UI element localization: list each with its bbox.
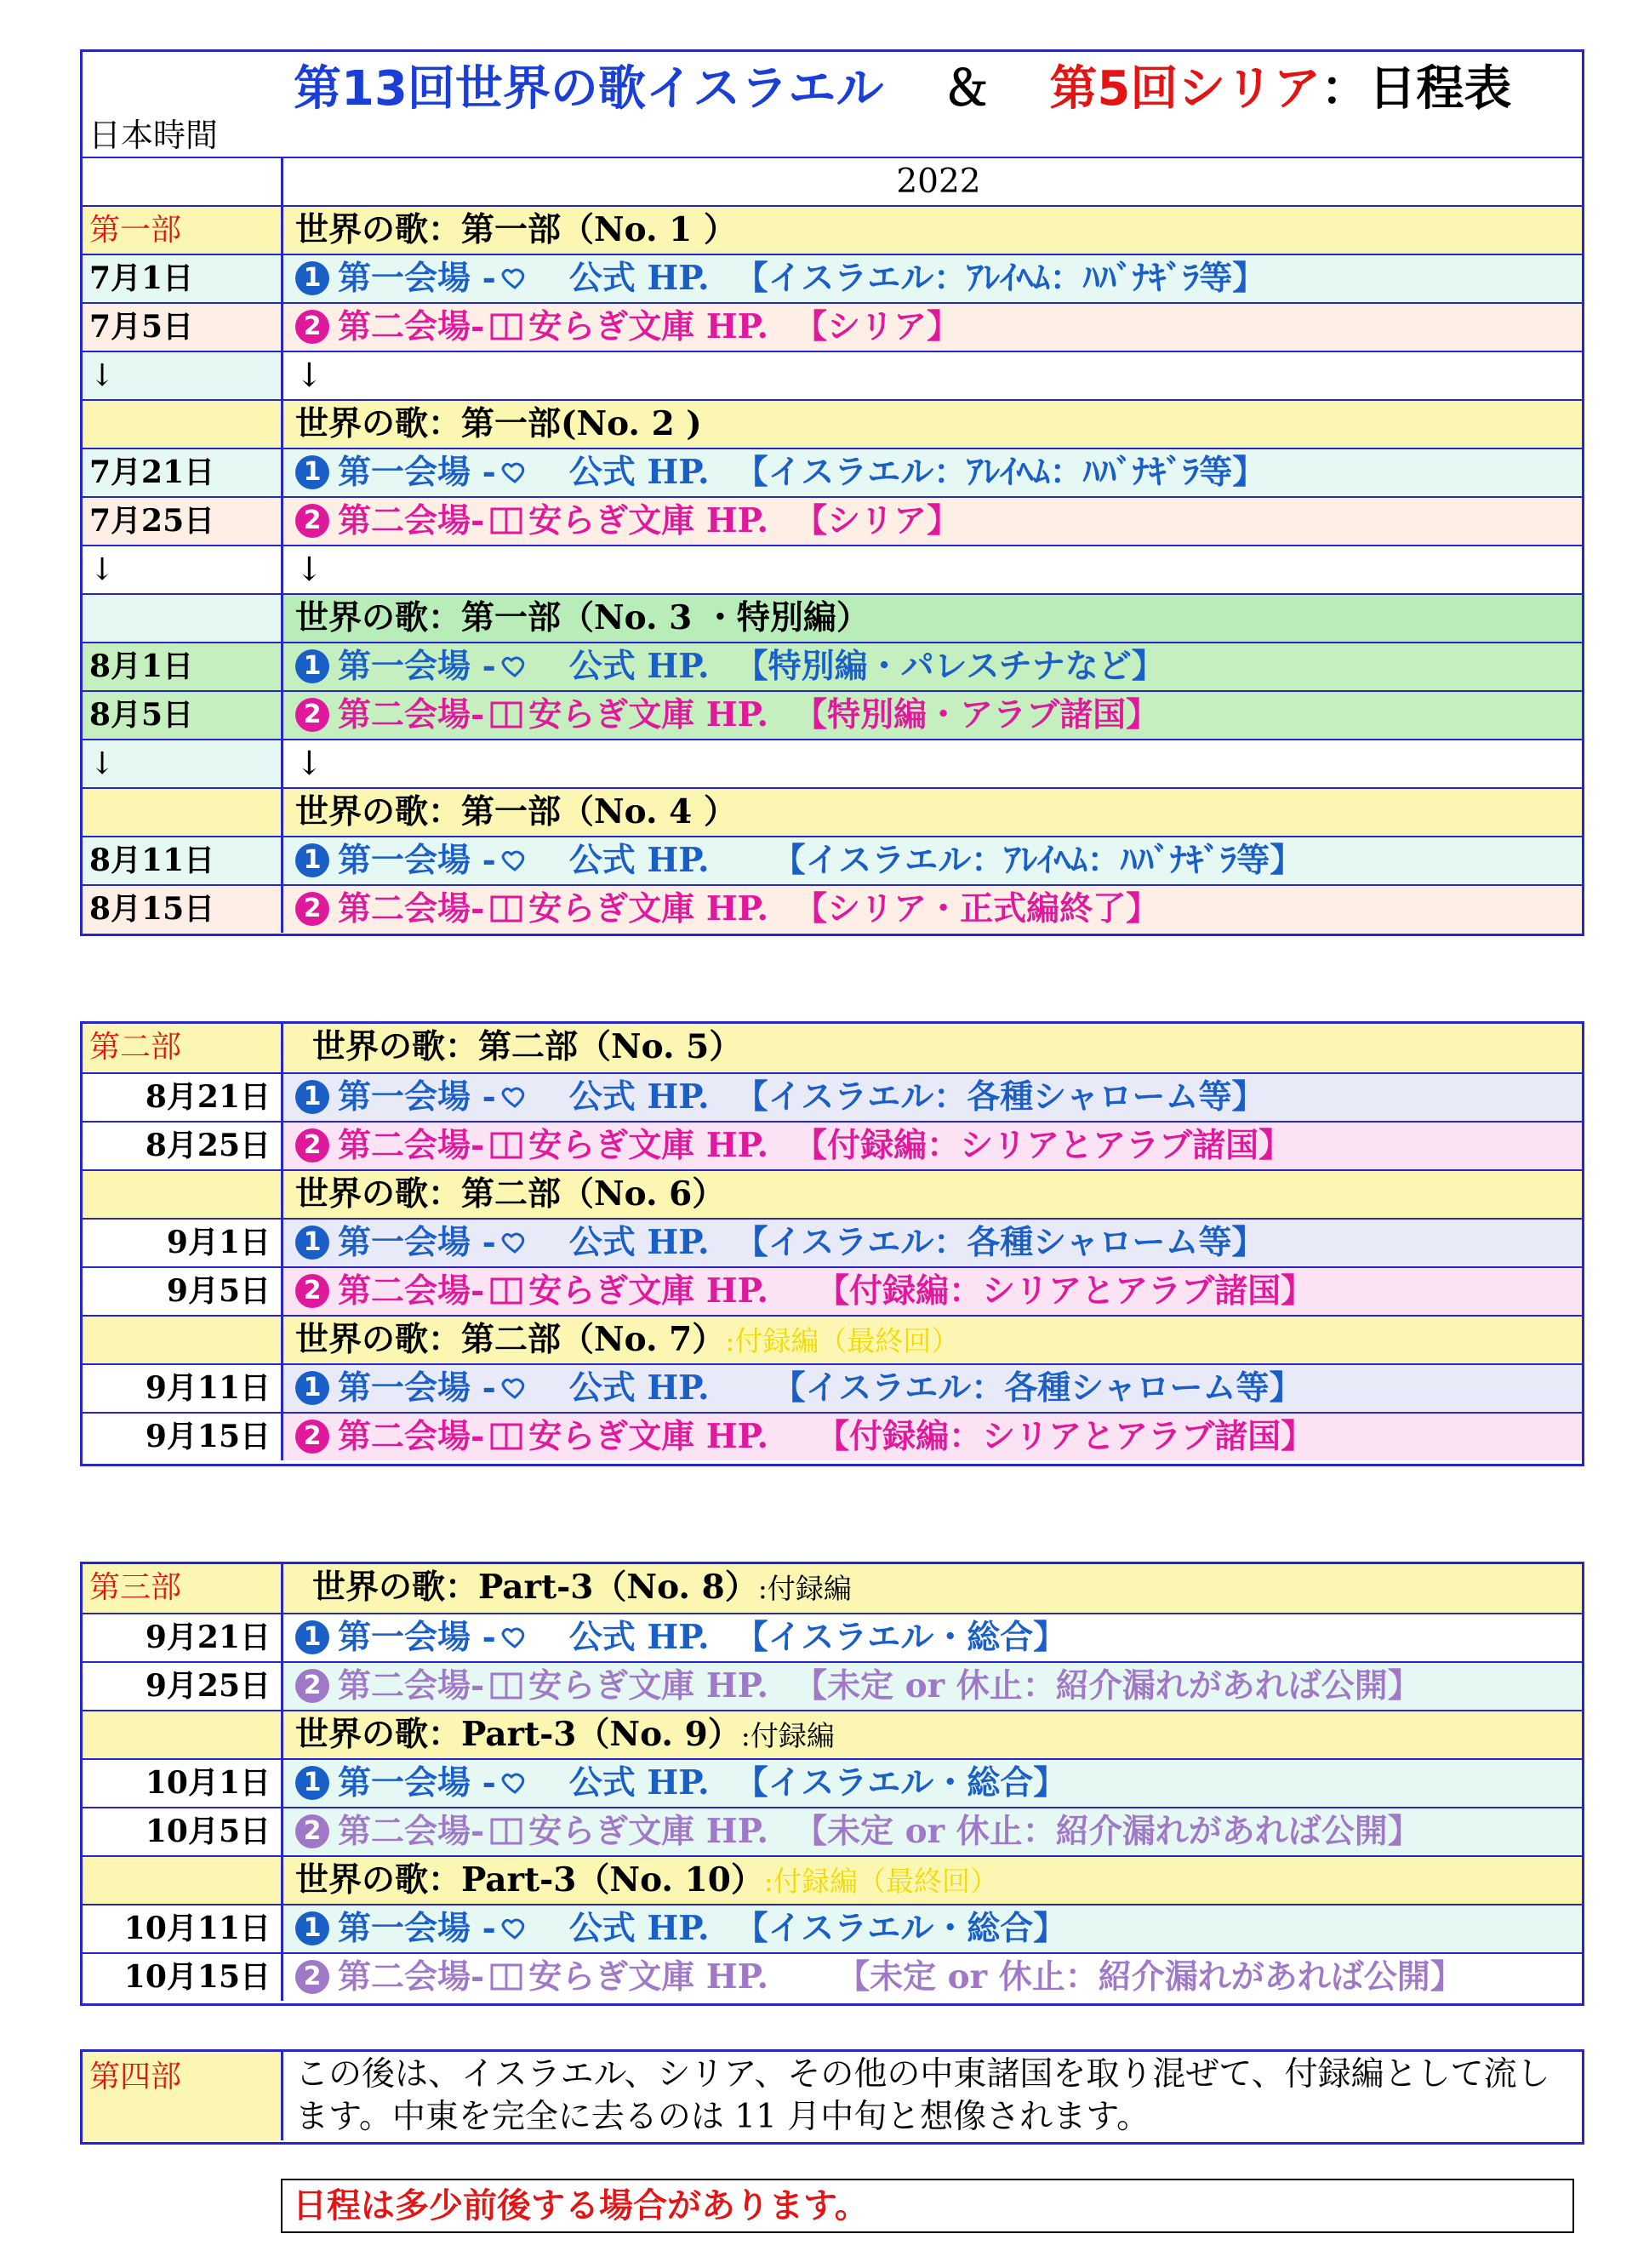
- schedule-row: [83, 1807, 1582, 1855]
- tag-label: 【付録編：シリアとアラブ諸国】: [794, 1126, 1293, 1165]
- blank-cell: [83, 595, 283, 642]
- title-israel: 第13回世界の歌イスラエル: [294, 61, 884, 117]
- tag-label: 【付録編：シリアとアラブ諸国】: [816, 1271, 1315, 1311]
- date-cell: 8月5日: [83, 692, 283, 739]
- date-cell: 9月11日: [83, 1365, 283, 1412]
- date-cell: 7月5日: [83, 304, 283, 351]
- schedule-row: [83, 836, 1582, 884]
- dove-icon: [499, 1084, 530, 1110]
- schedule-row: [83, 1266, 1582, 1315]
- site-link[interactable]: 公式 HP.: [568, 1077, 710, 1117]
- tag-label: 【特別編・アラブ諸国】: [794, 695, 1160, 734]
- site-link[interactable]: 公式 HP.: [568, 1909, 710, 1948]
- dove-icon: [499, 460, 530, 485]
- arrow-cell: ↓: [83, 546, 283, 593]
- blank-cell: [83, 1171, 283, 1218]
- blank-cell: [83, 1317, 283, 1363]
- venue-cell: [283, 643, 1582, 690]
- schedule-row: [83, 1904, 1582, 1952]
- book-icon: [489, 1817, 523, 1846]
- site-link[interactable]: 安らぎ文庫 HP.: [528, 1957, 769, 1997]
- blank-cell: [83, 1711, 283, 1758]
- venue-label: 第一会場 -: [338, 841, 496, 880]
- site-link[interactable]: 安らぎ文庫 HP.: [528, 1417, 769, 1456]
- episode-header: [283, 1857, 1582, 1904]
- schedule-row: [83, 254, 1582, 302]
- section-header-row: [83, 1710, 1582, 1758]
- date-cell: 9月21日: [83, 1614, 283, 1661]
- venue-label: 第一会場 -: [338, 259, 496, 298]
- venue-cell: [283, 1365, 1582, 1412]
- episode-header: [283, 1564, 1582, 1613]
- episode-header: 世界の歌：第二部（No. 6）: [283, 1171, 1582, 1218]
- circle-1-icon: 1: [295, 261, 329, 295]
- circle-1-icon: 1: [295, 843, 329, 877]
- tag-label: 【未定 or 休止：紹介漏れがあれば公開】: [794, 1666, 1421, 1705]
- date-cell: 8月21日: [83, 1074, 283, 1121]
- circle-1-icon: 1: [295, 1225, 329, 1260]
- section-header-row: [83, 399, 1582, 448]
- venue-label: 第二会場-: [338, 307, 485, 346]
- schedule-row: [83, 884, 1582, 933]
- part-label: 第一部: [83, 207, 283, 254]
- venue-cell: [283, 837, 1582, 884]
- venue-label: 第二会場-: [338, 695, 485, 734]
- title-ampersand: ＆: [942, 61, 990, 117]
- venue-cell: [283, 1760, 1582, 1807]
- venue-label: 第一会場 -: [338, 1223, 496, 1262]
- episode-header: 世界の歌：第一部（No. 3 ・特別編）: [283, 595, 1582, 642]
- arrow-row: [83, 739, 1582, 787]
- section-header-row: [83, 1024, 1582, 1072]
- book-icon: [489, 1131, 523, 1160]
- circle-2-icon: 2: [295, 698, 329, 732]
- circle-1-icon: 1: [295, 1080, 329, 1114]
- venue-cell: [283, 886, 1582, 933]
- circle-2-icon: 2: [295, 1960, 329, 1994]
- date-cell: 8月25日: [83, 1123, 283, 1169]
- blank-cell: [83, 789, 283, 836]
- episode-note: :付録編: [757, 1572, 852, 1605]
- venue-label: 第二会場-: [338, 1271, 485, 1311]
- venue-cell: [283, 1414, 1582, 1460]
- date-cell: 10月5日: [83, 1808, 283, 1855]
- date-cell: 9月25日: [83, 1663, 283, 1710]
- date-cell: 7月25日: [83, 498, 283, 545]
- tag-label: 【イスラエル：各種シャローム等】: [734, 1223, 1265, 1262]
- tag-label: 【シリア】: [794, 307, 961, 346]
- venue-cell: [283, 498, 1582, 545]
- venue-label: 第二会場-: [338, 1126, 485, 1165]
- arrow-cell: ↓: [283, 546, 1582, 593]
- schedule-row: [83, 1613, 1582, 1661]
- circle-1-icon: 1: [295, 455, 329, 489]
- date-cell: 9月5日: [83, 1268, 283, 1315]
- tag-label: 【未定 or 休止：紹介漏れがあれば公開】: [836, 1957, 1464, 1997]
- dove-icon: [499, 1375, 530, 1401]
- venue-cell: [283, 1905, 1582, 1952]
- venue-cell: [283, 1268, 1582, 1315]
- date-cell: 9月15日: [83, 1414, 283, 1460]
- episode-note: :付録編（最終回）: [763, 1865, 998, 1898]
- site-link[interactable]: 安らぎ文庫 HP.: [528, 889, 769, 928]
- section-header-row: [83, 1169, 1582, 1218]
- date-cell: 7月1日: [83, 255, 283, 302]
- tag-label: 【イスラエル：ｱﾚｲﾍﾑ：ﾊﾊﾞﾅｷﾞﾗ等】: [734, 453, 1266, 492]
- section-header-row: [83, 787, 1582, 836]
- venue-label: 第二会場-: [338, 889, 485, 928]
- book-icon: [489, 1671, 523, 1700]
- date-cell: 7月21日: [83, 449, 283, 496]
- date-cell: 10月15日: [83, 1954, 283, 2001]
- site-link[interactable]: 安らぎ文庫 HP.: [528, 1666, 769, 1705]
- circle-1-icon: 1: [295, 649, 329, 683]
- episode-title: 世界の歌：Part-3（No. 9）: [295, 1715, 741, 1754]
- schedule-row: [83, 642, 1582, 690]
- site-link[interactable]: 公式 HP.: [568, 259, 710, 298]
- site-link[interactable]: 公式 HP.: [568, 1368, 710, 1408]
- circle-2-icon: 2: [295, 504, 329, 538]
- book-icon: [489, 700, 523, 729]
- section-header-row: [83, 1315, 1582, 1363]
- site-link[interactable]: 公式 HP.: [568, 453, 710, 492]
- circle-2-icon: 2: [295, 1274, 329, 1308]
- part3-table: [80, 1562, 1584, 2006]
- part-label: 第四部: [83, 2052, 283, 2140]
- venue-label: 第一会場 -: [338, 1618, 496, 1657]
- schedule-row: [83, 1661, 1582, 1710]
- arrow-cell: ↓: [83, 352, 283, 399]
- site-link[interactable]: 公式 HP.: [568, 647, 710, 686]
- section-header-row: [83, 1564, 1582, 1613]
- circle-1-icon: 1: [295, 1911, 329, 1945]
- blank-cell: [83, 401, 283, 448]
- section-header-row: [83, 1855, 1582, 1904]
- tag-label: 【イスラエル：ｱﾚｲﾍﾑ：ﾊﾊﾞﾅｷﾞﾗ等】: [772, 841, 1304, 880]
- site-link[interactable]: 公式 HP.: [568, 1763, 710, 1802]
- venue-cell: [283, 1220, 1582, 1266]
- venue-label: 第一会場 -: [338, 1909, 496, 1948]
- venue-label: 第二会場-: [338, 1666, 485, 1705]
- title-schedule: ：日程表: [1321, 61, 1512, 117]
- tag-label: 【イスラエル：ｱﾚｲﾍﾑ：ﾊﾊﾞﾅｷﾞﾗ等】: [734, 259, 1266, 298]
- venue-cell: [283, 692, 1582, 739]
- venue-label: 第二会場-: [338, 1812, 485, 1851]
- venue-label: 第一会場 -: [338, 453, 496, 492]
- section-header-row: [83, 593, 1582, 642]
- schedule-row: [83, 496, 1582, 545]
- venue-label: 第一会場 -: [338, 1077, 496, 1117]
- schedule-row: [83, 1758, 1582, 1807]
- part4-description: この後は、イスラエル、シリア、その他の中東諸国を取り混ぜて、付録編として流します。中東を完全に去るのは 11 月中旬と想像されます。: [283, 2052, 1582, 2140]
- arrow-cell: ↓: [83, 740, 283, 787]
- tag-label: 【イスラエル・総合】: [734, 1618, 1067, 1657]
- dove-icon: [499, 848, 530, 873]
- schedule-disclaimer: 日程は多少前後する場合があります。: [281, 2179, 1574, 2233]
- circle-2-icon: 2: [295, 310, 329, 344]
- site-link[interactable]: 安らぎ文庫 HP.: [528, 501, 769, 540]
- schedule-row: [83, 1952, 1582, 2001]
- episode-header: [283, 1711, 1582, 1758]
- dove-icon: [499, 654, 530, 679]
- episode-header: 世界の歌：第一部（No. 4 ）: [283, 789, 1582, 836]
- schedule-row: [83, 690, 1582, 739]
- arrow-cell: ↓: [283, 352, 1582, 399]
- schedule-row: [83, 1363, 1582, 1412]
- circle-1-icon: 1: [295, 1766, 329, 1800]
- dove-icon: [499, 1770, 530, 1796]
- title-band: [83, 49, 1582, 157]
- dove-icon: [499, 1916, 530, 1941]
- book-icon: [489, 1277, 523, 1305]
- venue-cell: [283, 1808, 1582, 1855]
- site-link[interactable]: 公式 HP.: [568, 1223, 710, 1262]
- date-cell: 8月11日: [83, 837, 283, 884]
- circle-1-icon: 1: [295, 1371, 329, 1405]
- arrow-row: [83, 545, 1582, 593]
- year-label: 2022: [283, 158, 1582, 205]
- episode-note: :付録編（最終回）: [725, 1324, 960, 1357]
- venue-cell: [283, 1074, 1582, 1121]
- arrow-cell: ↓: [283, 740, 1582, 787]
- site-link[interactable]: 安らぎ文庫 HP.: [528, 307, 769, 346]
- blank-cell: [83, 1857, 283, 1904]
- schedule-row: [83, 302, 1582, 351]
- tag-label: 【イスラエル・総合】: [734, 1763, 1067, 1802]
- tag-label: 【付録編：シリアとアラブ諸国】: [816, 1417, 1315, 1456]
- episode-header: [283, 1317, 1582, 1363]
- date-cell: 10月11日: [83, 1905, 283, 1952]
- date-cell: 8月1日: [83, 643, 283, 690]
- part-label: 第三部: [83, 1564, 283, 1613]
- venue-cell: [283, 1614, 1582, 1661]
- year-row: [83, 157, 1582, 205]
- date-cell: 9月1日: [83, 1220, 283, 1266]
- venue-cell: [283, 255, 1582, 302]
- tag-label: 【イスラエル：各種シャローム等】: [734, 1077, 1265, 1117]
- section-header-row: [83, 205, 1582, 254]
- tag-label: 【シリア・正式編終了】: [794, 889, 1160, 928]
- site-link[interactable]: 公式 HP.: [568, 1618, 710, 1657]
- part1-table: [80, 49, 1584, 936]
- site-link[interactable]: 安らぎ文庫 HP.: [528, 1126, 769, 1165]
- part-label: 第二部: [83, 1024, 283, 1072]
- book-icon: [489, 312, 523, 341]
- book-icon: [489, 1422, 523, 1451]
- tag-label: 【未定 or 休止：紹介漏れがあれば公開】: [794, 1812, 1421, 1851]
- year-blank-cell: [83, 158, 283, 205]
- site-link[interactable]: 安らぎ文庫 HP.: [528, 695, 769, 734]
- site-link[interactable]: 公式 HP.: [568, 841, 710, 880]
- date-cell: 8月15日: [83, 886, 283, 933]
- circle-1-icon: 1: [295, 1620, 329, 1654]
- site-link[interactable]: 安らぎ文庫 HP.: [528, 1271, 769, 1311]
- tag-label: 【特別編・パレスチナなど】: [734, 647, 1165, 686]
- episode-note: :付録編: [740, 1719, 835, 1752]
- arrow-row: [83, 351, 1582, 399]
- venue-cell: [283, 304, 1582, 351]
- venue-label: 第二会場-: [338, 1957, 485, 1997]
- part2-table: [80, 1021, 1584, 1466]
- circle-2-icon: 2: [295, 1814, 329, 1848]
- venue-label: 第一会場 -: [338, 647, 496, 686]
- venue-label: 第二会場-: [338, 1417, 485, 1456]
- venue-cell: [283, 449, 1582, 496]
- dove-icon: [499, 266, 530, 291]
- part4-row: [83, 2052, 1582, 2140]
- book-icon: [489, 506, 523, 535]
- schedule-row: [83, 448, 1582, 496]
- date-cell: 10月1日: [83, 1760, 283, 1807]
- book-icon: [489, 1962, 523, 1991]
- venue-cell: [283, 1954, 1582, 2001]
- episode-header: 世界の歌：第一部（No. 1 ）: [283, 207, 1582, 254]
- episode-header: 世界の歌：第一部(No. 2 ): [283, 401, 1582, 448]
- book-icon: [489, 894, 523, 923]
- schedule-row: [83, 1121, 1582, 1169]
- tag-label: 【イスラエル：各種シャローム等】: [772, 1368, 1303, 1408]
- episode-title: 世界の歌：Part-3（No. 10）: [295, 1860, 764, 1900]
- episode-title: 世界の歌：Part-3（No. 8）: [312, 1568, 758, 1607]
- venue-label: 第二会場-: [338, 501, 485, 540]
- schedule-row: [83, 1412, 1582, 1460]
- venue-cell: [283, 1663, 1582, 1710]
- venue-label: 第一会場 -: [338, 1368, 496, 1408]
- circle-2-icon: 2: [295, 1128, 329, 1163]
- episode-title: 世界の歌：第二部（No. 7）: [295, 1320, 726, 1359]
- episode-header: 世界の歌：第二部（No. 5）: [283, 1024, 1582, 1072]
- tag-label: 【シリア】: [794, 501, 961, 540]
- schedule-row: [83, 1072, 1582, 1121]
- part4-table: [80, 2049, 1584, 2145]
- circle-2-icon: 2: [295, 1420, 329, 1454]
- venue-cell: [283, 1123, 1582, 1169]
- site-link[interactable]: 安らぎ文庫 HP.: [528, 1812, 769, 1851]
- dove-icon: [499, 1625, 530, 1650]
- dove-icon: [499, 1230, 530, 1255]
- circle-2-icon: 2: [295, 1669, 329, 1703]
- schedule-row: [83, 1218, 1582, 1266]
- title-syria: 第5回シリア: [1049, 61, 1321, 117]
- timezone-label: 日本時間: [88, 117, 219, 154]
- tag-label: 【イスラエル・総合】: [734, 1909, 1067, 1948]
- circle-2-icon: 2: [295, 892, 329, 926]
- venue-label: 第一会場 -: [338, 1763, 496, 1802]
